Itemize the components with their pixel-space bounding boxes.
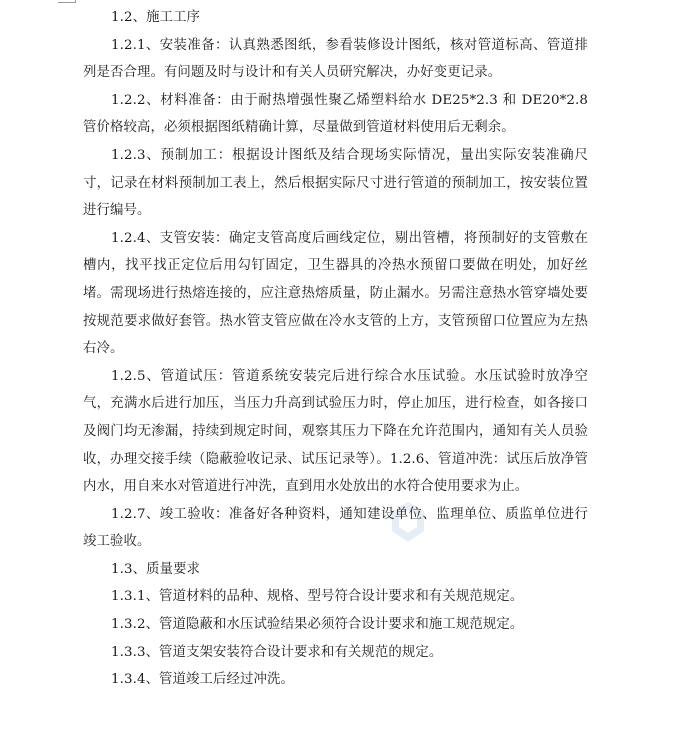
section-heading-1-2: 1.2、施工工序	[111, 10, 201, 25]
paragraph-1-2-2: 1.2.2、材料准备：由于耐热增强性聚乙烯塑料给水 DE25*2.3 和 DE20*2.8 管价格较高，必须根据图纸精确计算，尽量做到管道材料使用后无剩余。	[83, 92, 588, 136]
paragraph-1-3-3: 1.3.3、管道支架安装符合设计要求和有关规范的规定。	[111, 644, 443, 660]
paragraph-1-2-5: 1.2.5、管道试压：管道系统安装完后进行综合水压试验。水压试验时放净空气，充满水后进行加压，当压力升高到试验压力时，停止加压，进行检查，如各接口及阀门均无渗漏，持续到规定时间，观察其压力下降在允许范围内，通知有关人员验收，办理交接手续（隐蔽验收记录、试压记录等）。1.2.6、管道冲洗：试压后放净管内水，用自来水对管道进行冲洗，直到用水处放出的水符合使用要求为止。	[83, 368, 588, 495]
paragraph-1-3-2: 1.3.2、管道隐蔽和水压试验结果必须符合设计要求和施工规范规定。	[111, 617, 524, 633]
page-corner-mark	[58, 0, 76, 3]
paragraph-1-2-4: 1.2.4、支管安装：确定支管高度后画线定位，剔出管槽，将预制好的支管敷在槽内，找平找正定位后用勾钉固定，卫生器具的冷热水预留口要做在明处，加好丝堵。需现场进行热熔连接的，应注意热熔质量，防止漏水。另需注意热水管穿墙处要按规范要求做好套管。热水管支管应做在冷水支管的上方，支管预留口位置应为左热右冷。	[83, 230, 588, 357]
paragraph-1-3-4: 1.3.4、管道竣工后经过冲洗。	[111, 672, 294, 688]
paragraph-1-3-1: 1.3.1、管道材料的品种、规格、型号符合设计要求和有关规范规定。	[111, 589, 524, 605]
paragraph-1-2-7: 1.2.7、竣工验收：准备好各种资料，通知建设单位、监理单位、质监单位进行竣工验收。	[83, 506, 588, 550]
paragraph-1-2-1: 1.2.1、安装准备：认真熟悉图纸，参看装修设计图纸，核对管道标高、管道排列是否合理。有问题及时与设计和有关人员研究解决，办好变更记录。	[83, 37, 588, 81]
section-heading-1-3: 1.3、质量要求	[111, 561, 201, 577]
document-body	[83, 4, 588, 694]
paragraph-1-2-3: 1.2.3、预制加工：根据设计图纸及结合现场实际情况，量出实际安装准确尺寸，记录在材料预制加工表上，然后根据实际尺寸进行管道的预制加工，按安装位置进行编号。	[83, 147, 588, 219]
